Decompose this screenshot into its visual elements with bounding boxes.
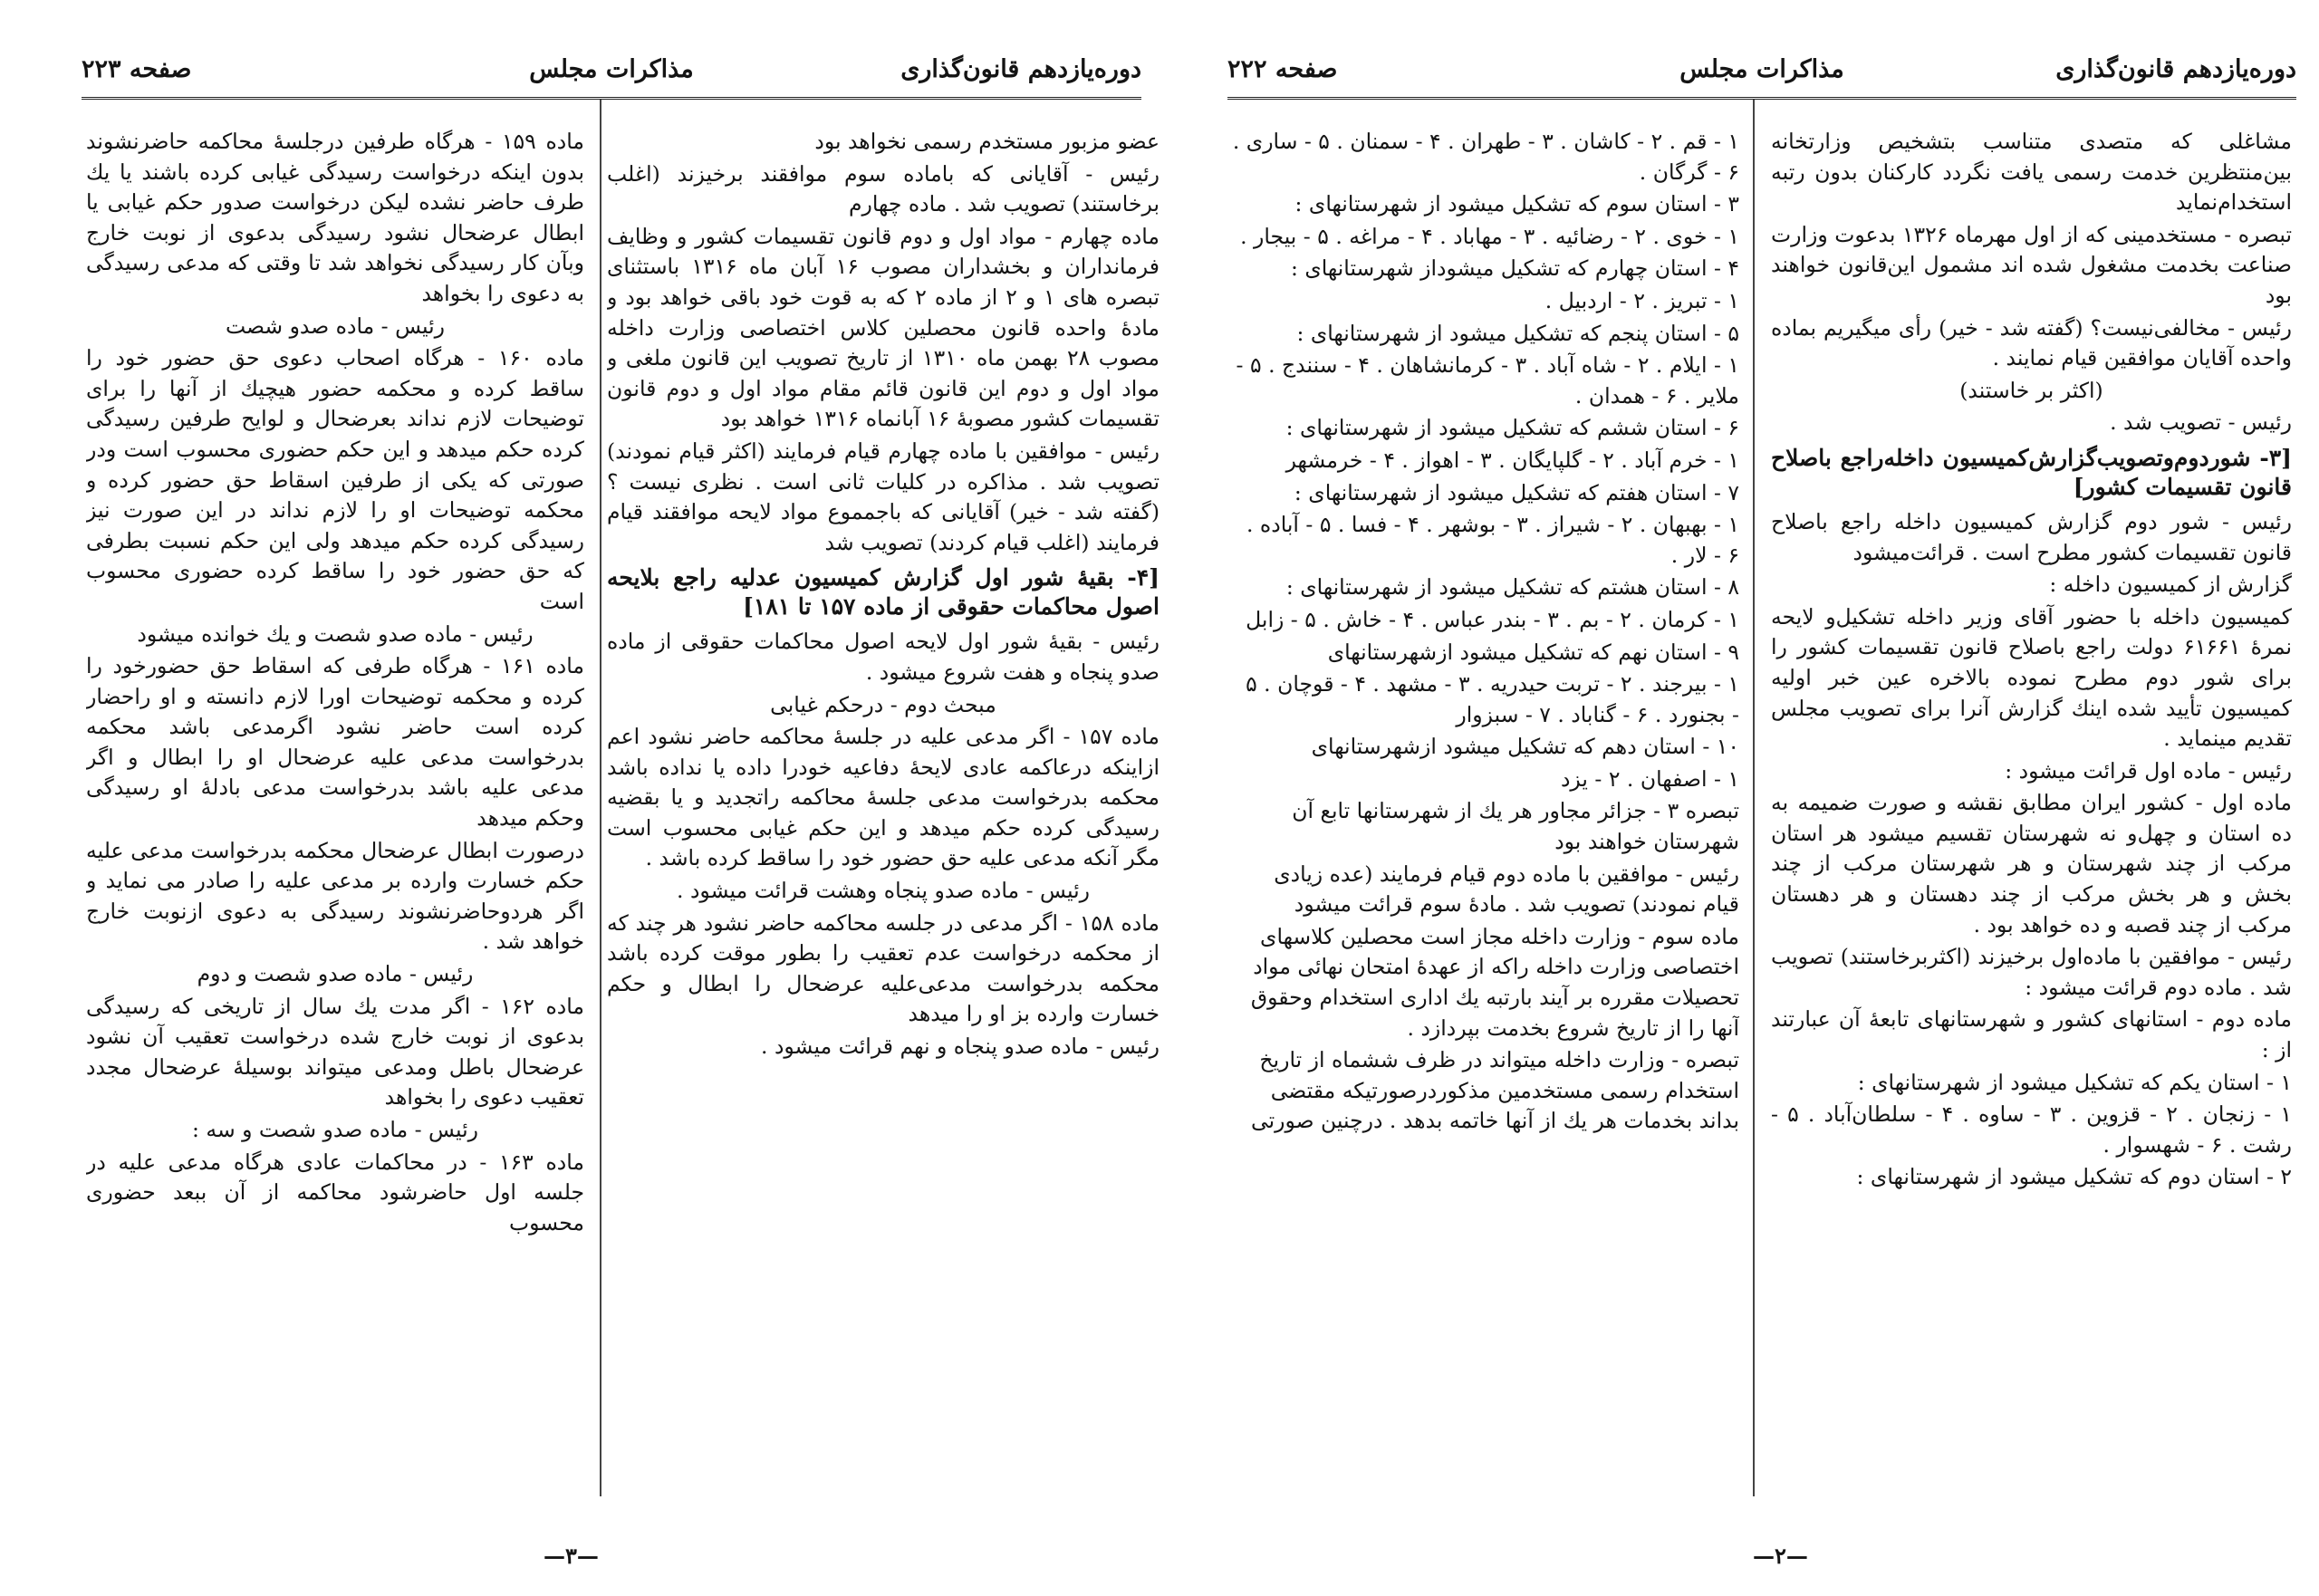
right-page-header bbox=[1227, 50, 2296, 100]
paragraph: ۱ - بیرجند . ۲ - تربت حیدریه . ۳ - مشهد . ۴ - قوچان . ۵ - بجنورد . ۶ - گناباد . ۷ - سبزوار bbox=[1246, 671, 1739, 727]
column-divider bbox=[1753, 100, 1755, 1496]
paragraph: ۱ - ایلام . ۲ - شاه آباد . ۳ - کرمانشاهان . ۴ - سنندج . ۵ - ملایر . ۶ - همدان . bbox=[1236, 352, 1739, 409]
page-folio: —۳— bbox=[544, 1543, 599, 1569]
paragraph: ماده ۱۵۹ - هرگاه طرفین درجلسهٔ محاکمه حاضرنشوند بدون اینکه درخواست رسیدگی غیابی کرده باشند یا یك طرف حاضر نشده لیکن درخواست صدور حکم غیابی یا ابطال عرضحال نشود رسیدگی بدعوی از نوبت خارج وبآن کار رسیدگی نخواهد شد تا وقتی که مدعی رسیدگی به دعوی را بخواهد bbox=[86, 129, 584, 306]
paragraph: ۳ - استان سوم که تشکیل میشود از شهرستانهای : bbox=[1294, 191, 1739, 217]
paragraph: رئیس - تصویب شد . bbox=[2110, 409, 2292, 436]
paragraph: ماده ۱۵۸ - اگر مدعی در جلسه محاکمه حاضر نشود هر چند که از محکمه درخواست عدم تعقیب را بطور موقت کرده باشد محکمه بدرخواست مدعی‌علیه عرضحال را ابطال و حکم خسارت وارده بز او را میدهد bbox=[607, 909, 1160, 1027]
paragraph: ماده ۱۶۲ - اگر مدت یك سال از تاریخی که رسیدگی بدعوی از نوبت خارج شده درخواست تعقیب آن نشود عرضحال باطل ومدعی میتواند بوسیلهٔ عرضحال مجدد تعقیب دعوی را بخواهد bbox=[86, 993, 584, 1110]
page-number: صفحه ۲۲۲ bbox=[1227, 55, 1338, 83]
paragraph: ماده ۱۶۳ - در محاکمات عادی هرگاه مدعی علیه در جلسه اول حاضرشود محاکمه از آن ببعد حضوری محسوب bbox=[86, 1149, 584, 1235]
paragraph: ۱ - زنجان . ۲ - قزوین . ۳ - ساوه . ۴ - سلطان‌آباد . ۵ - رشت . ۶ - شهسوار . bbox=[1771, 1101, 2292, 1158]
publication-title: مذاکرات مجلس bbox=[529, 55, 694, 83]
left-page-right-column bbox=[607, 127, 1160, 1510]
left-page-left-column bbox=[86, 127, 584, 1510]
section-heading: [۳- شوردوم‌وتصویب‌گزارش‌کمیسیون داخله‌راجع باصلاح قانون تقسیمات کشور] bbox=[1771, 444, 2292, 500]
paragraph: رئیس - موافقین با ماده‌اول برخیزند (اکثربرخاستند) تصویب شد . ماده دوم قرائت میشود : bbox=[1771, 944, 2292, 1000]
paragraph: ۱۰ - استان دهم که تشکیل میشود ازشهرستانهای bbox=[1311, 734, 1739, 760]
paragraph: ماده ۱۵۷ - اگر مدعی علیه در جلسهٔ محاکمه حاضر نشود اعم ازاینکه درعاکمه عادی لایحهٔ دفاعیه خودرا داده یا نداده باشد محکمه بدرخواست مدعی جلسهٔ محاکمه راتجدید و یا بقضیه رسیدگی کرده حکم میدهد و این حکم غیابی محسوب است مگر آنکه مدعی علیه حق حضور خود را ساقط کرده باشد . bbox=[607, 724, 1160, 871]
column-divider bbox=[600, 100, 601, 1496]
publication-title: مذاکرات مجلس bbox=[1679, 55, 1844, 83]
paragraph: ۱ - بهبهان . ۲ - شیراز . ۳ - بوشهر . ۴ - فسا . ۵ - آباده . ۶ - لار . bbox=[1246, 512, 1739, 568]
paragraph: (اکثر بر خاستند) bbox=[1959, 377, 2103, 403]
section-heading: [۴- بقیهٔ شور اول گزارش کمیسیون عدلیه راجع بلایحه اصول محاکمات حقوقی از ماده ۱۵۷ تا ۱۸۱] bbox=[607, 564, 1160, 620]
paragraph: ۸ - استان هشتم که تشکیل میشود از شهرستانهای : bbox=[1285, 574, 1739, 601]
paragraph: ۷ - استان هفتم که تشکیل میشود از شهرستانهای : bbox=[1294, 479, 1739, 505]
paragraph: رئیس - شور دوم گزارش کمیسیون داخله راجع باصلاح قانون تقسیمات کشور مطرح است . قرائت‌میشود bbox=[1771, 508, 2292, 565]
paragraph: رئیس - ماده صدو شصت و سه : bbox=[191, 1117, 479, 1142]
paragraph: گزارش از کمیسیون داخله : bbox=[2049, 572, 2292, 598]
paragraph: رئیس - موافقین با ماده دوم قیام فرمایند (عده زیادی قیام نمودند) تصویب شد . مادهٔ سوم قرائت میشود bbox=[1274, 860, 1739, 918]
left-page-header bbox=[82, 50, 1141, 100]
paragraph: تبصره - مستخدمینی که از اول مهرماه ۱۳۲۶ بدعوت وزارت صناعت بخدمت مشغول شده اند مشمول این‌قانون خواهند بود bbox=[1771, 221, 2292, 308]
paragraph: ماده اول - کشور ایران مطابق نقشه و صورت ضمیمه به ده استان و چهل‌و نه شهرستان تقسیم میشود هر استان مرکب از چند شهرستان و هر شهرستان مرکب از چند بخش و هر بخش مرکب از چند دهستان و هر دهستان مرکب از چند قصبه و ده خواهد بود . bbox=[1771, 790, 2292, 937]
paragraph: مشاغلی که متصدی متناسب بتشخیص وزارتخانه بین‌منتظرین خدمت رسمی یافت نگردد کارکنان بدون رتبه استخدام‌نماید bbox=[1771, 129, 2292, 216]
right-page-left-column bbox=[1232, 127, 1739, 1510]
paragraph: ماده چهارم - مواد اول و دوم قانون تقسیمات کشور و وظایف فرمانداران و بخشداران مصوب ۱۶ آبان ماه ۱۳۱۶ باستثنای تبصره های ۱ و ۲ از ماده ۲ که به قوت خود باقی خواهد بود و مادهٔ واحده قانون محصلین کلاس اختصاصی وزارت داخله مصوب ۲۸ بهمن ماه ۱۳۱۰ از تاریخ تصویب این قانون ملغی و مواد اول و دوم این قانون قائم مقام مواد اول و دوم قانون تقسیمات کشور مصوبهٔ ۱۶ آبانماه ۱۳۱۶ خواهد بود bbox=[607, 223, 1160, 432]
paragraph: ۵ - استان پنجم که تشکیل میشود از شهرستانهای : bbox=[1296, 320, 1739, 346]
paragraph: رئیس - آقایانی که باماده سوم موافقند برخیزند (اغلب برخاستند) تصویب شد . ماده چهارم bbox=[607, 160, 1160, 217]
paragraph: رئیس - مخالفی‌نیست؟ (گفته شد - خیر) رأی میگیریم بماده واحده آقایان موافقین قیام نمایند . bbox=[1771, 314, 2292, 371]
paragraph: رئیس - ماده اول قرائت میشود : bbox=[2005, 757, 2292, 784]
page-folio: —۲— bbox=[1753, 1543, 1808, 1569]
paragraph: ۴ - استان چهارم که تشکیل میشوداز شهرستانهای : bbox=[1290, 255, 1739, 282]
paragraph: ماده دوم - استانهای کشور و شهرستانهای تابعهٔ آن عبارتند از : bbox=[1771, 1006, 2292, 1063]
paragraph: ۱ - قم . ۲ - کاشان . ۳ - طهران . ۴ - سمنان . ۵ - ساری . ۶ - گرگان . bbox=[1232, 129, 1739, 185]
paragraph: ۹ - استان نهم که تشکیل میشود ازشهرستانهای bbox=[1327, 639, 1739, 665]
paragraph: رئیس - ماده صدو پنجاه وهشت قرائت میشود . bbox=[677, 878, 1090, 904]
paragraph: ماده سوم - وزارت داخله مجاز است محصلین کلاسهای اختصاصی وزارت داخله راکه از عهدهٔ امتحان نهائی مواد تحصیلات مقرره بر آیند بارتبه یك اداری استخدام وحقوق آنها را از تاریخ شروع بخدمت بپردازد . bbox=[1250, 923, 1739, 1041]
paragraph: ۶ - استان ششم که تشکیل میشود از شهرستانهای : bbox=[1285, 415, 1739, 441]
paragraph: رئیس - بقیهٔ شور اول لایحه اصول محاکمات حقوقی از ماده صدو پنجاه و هفت شروع میشود . bbox=[607, 629, 1160, 685]
paragraph: ۱ - خرم آباد . ۲ - گلپایگان . ۳ - اهواز . ۴ - خرمشهر bbox=[1285, 447, 1739, 473]
paragraph: ماده ۱۶۱ - هرگاه طرفی که اسقاط حق حضورخود را کرده و محکمه توضیحات اورا لازم دانسته و او راحضار کرده است حاضر نشود اگرمدعی باشد محکمه بدرخواست مدعی علیه عرضحال او را ابطال و اگر مدعی علیه باشد بدرخواست مدعی بادلهٔ او رسیدگی وحکم میدهد bbox=[86, 653, 584, 832]
paragraph: رئیس - ماده صدو پنجاه و نهم قرائت میشود . bbox=[761, 1034, 1160, 1060]
paragraph: رئیس - ماده صدو شصت و دوم bbox=[197, 961, 474, 987]
paragraph: عضو مزبور مستخدم رسمی نخواهد بود bbox=[814, 129, 1160, 154]
paragraph: ۱ - اصفهان . ۲ - یزد bbox=[1560, 765, 1739, 792]
session-series: دوره‌یازدهم قانون‌گذاری bbox=[2055, 55, 2296, 83]
right-page-right-column bbox=[1771, 127, 2292, 1510]
paragraph: تبصره - وزارت داخله میتواند در ظرف ششماه از تاریخ استخدام رسمی مستخدمین مذکوردرصورتیکه مقتضی بداند بخدمات هر یك از آنها خاتمه بدهد . درچنین صورتی bbox=[1250, 1047, 1739, 1134]
paragraph: ۱ - کرمان . ۲ - بم . ۳ - بندر عباس . ۴ - خاش . ۵ - زابل bbox=[1246, 606, 1739, 632]
paragraph: تبصره ۳ - جزائر مجاور هر یك از شهرستانها تابع آن شهرستان خواهند بود bbox=[1292, 798, 1739, 855]
right-page bbox=[1209, 0, 2319, 1596]
paragraph: رئیس - ماده صدو شصت و یك خوانده میشود bbox=[137, 620, 534, 647]
paragraph: ۲ - استان دوم که تشکیل میشود از شهرستانهای : bbox=[1856, 1164, 2292, 1190]
paragraph: ۱ - تبریز . ۲ - اردبیل . bbox=[1544, 287, 1739, 313]
paragraph: رئیس - ماده صدو شصت bbox=[225, 312, 446, 339]
subsection-title: مبحث دوم - درحکم غیابی bbox=[770, 691, 996, 717]
paragraph: رئیس - موافقین با ماده چهارم قیام فرمایند (اکثر قیام نمودند) تصویب شد . مذاکره در کلیات ثانی است . نظری نیست ؟ (گفته شد - خیر) آقایانی که باجمموع مواد لایحه موافقند قیام فرمایند (اغلب قیام کردند) تصویب شد bbox=[607, 437, 1160, 555]
paragraph: کمیسیون داخله با حضور آقای وزیر داخله تشکیل‌و لایحه نمرهٔ ۶۱۶۶۱ دولت راجع باصلاح قانون تقسیمات کشور را برای شور دوم مطرح نموده بالاخره عین خبر اولیه کمیسیون تأیید شده اینك گزارش آنرا برای تصویب مجلس تقدیم مینماید . bbox=[1771, 603, 2292, 752]
paragraph: ۱ - خوی . ۲ - رضائیه . ۳ - مهاباد . ۴ - مراغه . ۵ - بیجار . bbox=[1240, 223, 1739, 249]
session-series: دوره‌یازدهم قانون‌گذاری bbox=[900, 55, 1141, 83]
page-number: صفحه ۲۲۳ bbox=[82, 55, 192, 83]
paragraph: ۱ - استان یکم که تشکیل میشود از شهرستانهای : bbox=[1857, 1069, 2292, 1095]
paragraph: ماده ۱۶۰ - هرگاه اصحاب دعوی حق حضور خود را ساقط کرده و محکمه حضور هیچیك از آنها را برای توضیحات لازم نداند بعرضحال و لوایح طرفین رسیدگی کرده حکم میدهد و این حکم حضوری محسوب است ودر صورتی که یکی از طرفین اسقاط حق حضور کرده و محکمه توضیحات او را لازم نداند در این صورت نیز رسیدگی کرده حکم میدهد ولی این حکم نسبت بطرفی که حق حضور خود را ساقط کرده حضوری محسوب است bbox=[86, 345, 584, 614]
paragraph: درصورت ابطال عرضحال محکمه بدرخواست مدعی علیه حکم خسارت وارده بر مدعی علیه را صادر می نماید و اگر هردوحاضرنشوند رسیدگی به دعوی ازنوبت خارج خواهد شد . bbox=[86, 837, 584, 955]
